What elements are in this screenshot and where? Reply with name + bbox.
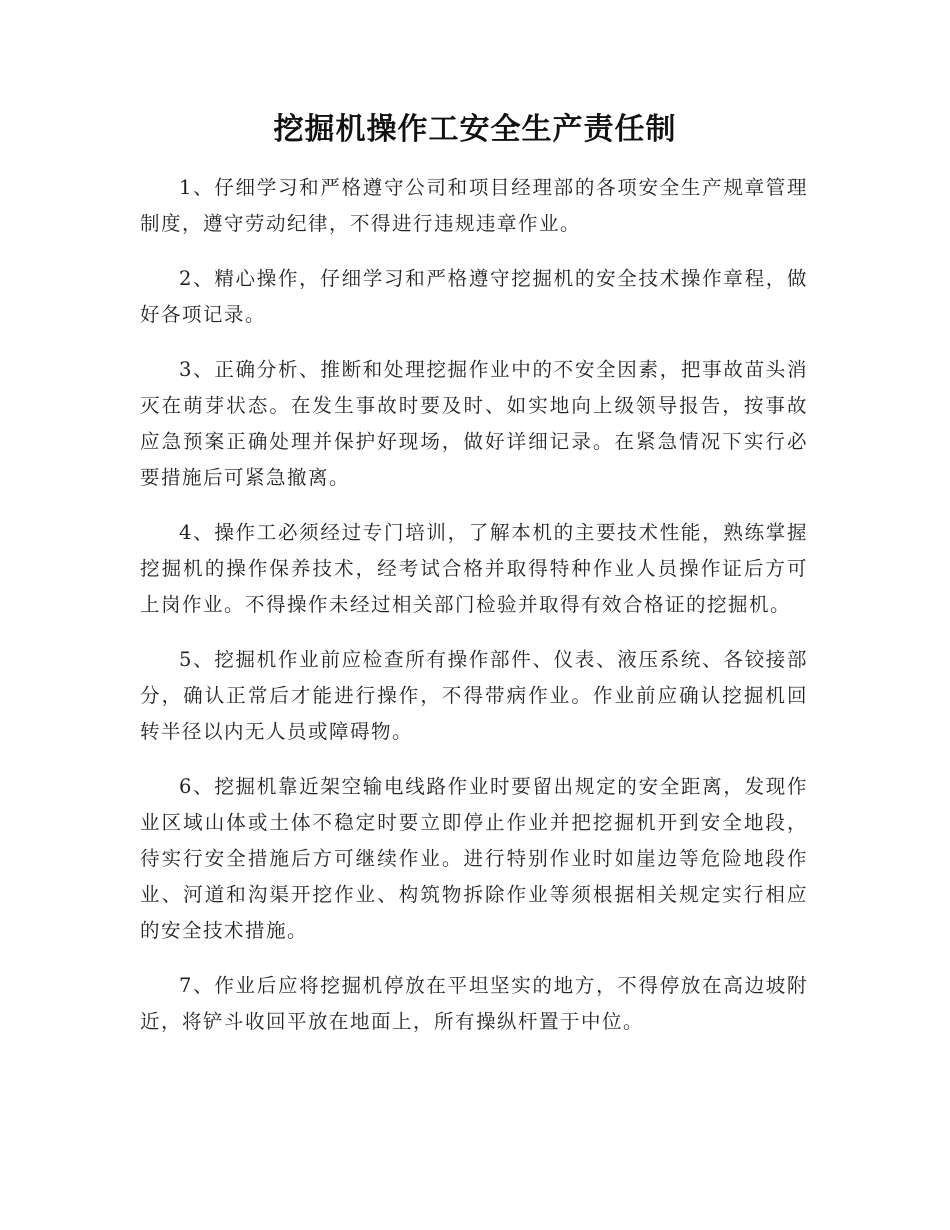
- paragraph-5: 5、挖掘机作业前应检查所有操作部件、仪表、液压系统、各铰接部分，确认正常后才能进行操作，不得带病作业。作业前应确认挖掘机回转半径以内无人员或障碍物。: [140, 648, 808, 743]
- paragraph-6: 6、挖掘机靠近架空输电线路作业时要留出规定的安全距离，发现作业区域山体或土体不稳定时要立即停止作业并把挖掘机开到安全地段，待实行安全措施后方可继续作业。进行特别作业时如崖边等危险地段作业、河道和沟渠开挖作业、构筑物拆除作业等须根据相关规定实行相应的安全技术措施。: [140, 775, 808, 942]
- paragraph-4: 4、操作工必须经过专门培训，了解本机的主要技术性能，熟练掌握挖掘机的操作保养技术，经考试合格并取得特种作业人员操作证后方可上岗作业。不得操作未经过相关部门检验并取得有效合格证的挖掘机。: [140, 521, 808, 616]
- paragraph-3: 3、正确分析、推断和处理挖掘作业中的不安全因素，把事故苗头消灭在萌芽状态。在发生事故时要及时、如实地向上级领导报告，按事故应急预案正确处理并保护好现场，做好详细记录。在紧急情况下实行必要措施后可紧急撤离。: [140, 358, 808, 489]
- paragraph-1: 1、仔细学习和严格遵守公司和项目经理部的各项安全生产规章管理制度，遵守劳动纪律，不得进行违规违章作业。: [140, 176, 808, 235]
- document-title: 挖掘机操作工安全生产责任制: [273, 112, 677, 147]
- document-body: [140, 170, 808, 1059]
- paragraph-7: 7、作业后应将挖掘机停放在平坦坚实的地方，不得停放在高边坡附近，将铲斗收回平放在地面上，所有操纵杆置于中位。: [140, 974, 808, 1033]
- paragraph-2: 2、精心操作，仔细学习和严格遵守挖掘机的安全技术操作章程，做好各项记录。: [140, 267, 808, 326]
